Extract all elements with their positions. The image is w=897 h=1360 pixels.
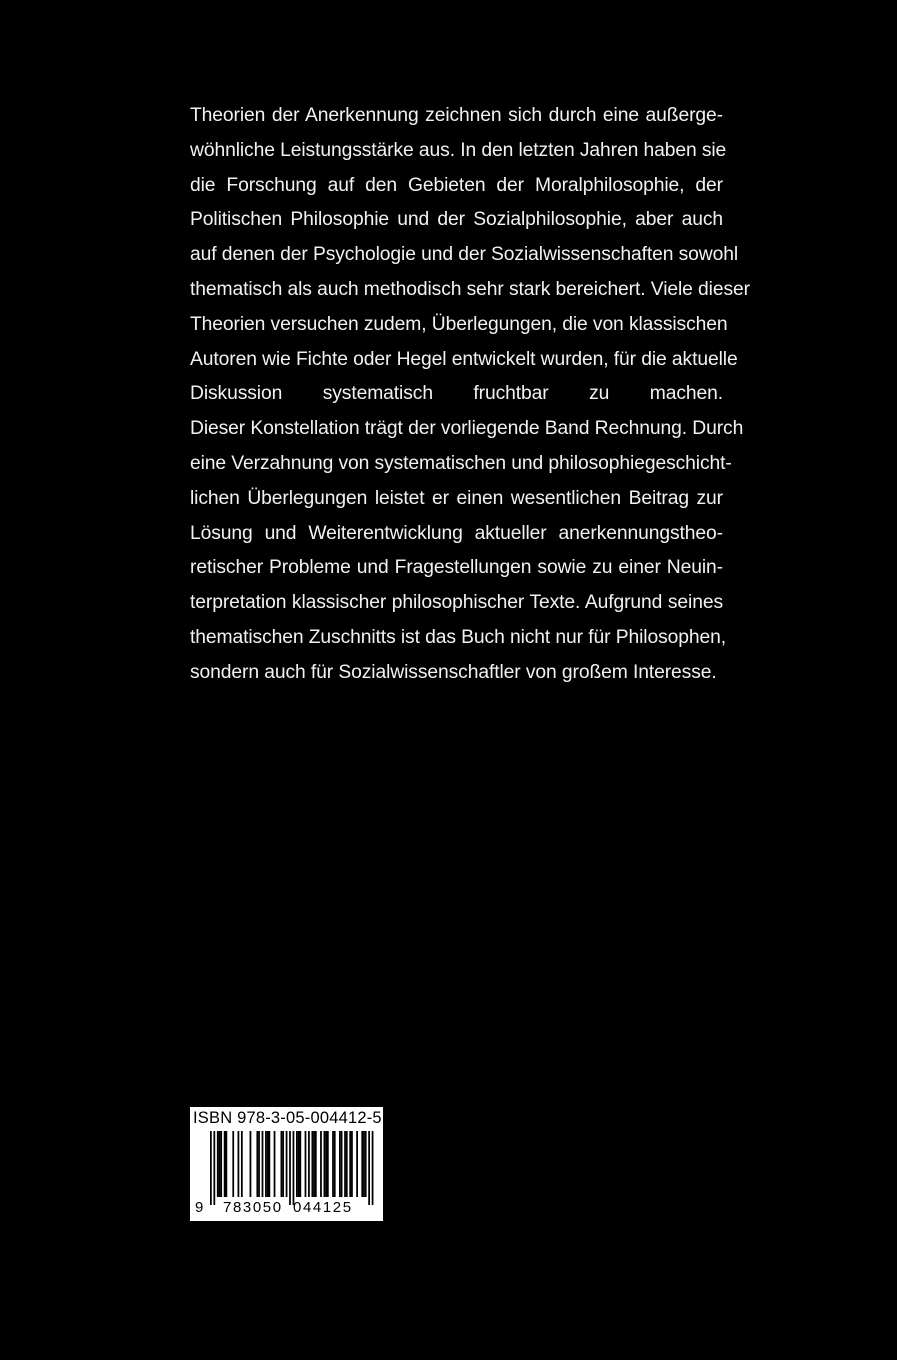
barcode-bar <box>341 1131 343 1197</box>
barcode-bar <box>224 1131 226 1197</box>
barcode-bar <box>274 1131 276 1197</box>
barcode-bar <box>372 1131 374 1205</box>
barcode-bar <box>232 1131 234 1197</box>
blurb-line: Diskussion systematisch fruchtbar zu machen. <box>190 383 723 405</box>
barcode-bar <box>320 1131 322 1197</box>
blurb-line: die Forschung auf den Gebieten der Moralphilosophie, der <box>190 174 723 196</box>
barcode-digit-first: 9 <box>195 1199 205 1216</box>
barcode-bar <box>334 1131 336 1197</box>
barcode-bar <box>339 1131 341 1197</box>
barcode-bar <box>365 1131 367 1197</box>
barcode-bar <box>210 1131 212 1205</box>
blurb-line: retischer Probleme und Fragestellungen sowie zu einer Neuin- <box>190 557 723 579</box>
barcode-bar <box>213 1131 215 1205</box>
blurb-line: lichen Überlegungen leistet er einen wesentlichen Beitrag zur <box>190 487 723 509</box>
blurb-line: Politischen Philosophie und der Sozialphilosophie, aber auch <box>190 209 723 231</box>
barcode-bar <box>311 1131 313 1197</box>
barcode-bar <box>241 1131 243 1197</box>
isbn-barcode <box>190 1107 383 1221</box>
blurb-line: wöhnliche Leistungsstärke aus. In den letzten Jahren haben sie <box>190 139 727 161</box>
blurb-line: sondern auch für Sozialwissenschaftler von großem Interesse. <box>190 661 717 683</box>
barcode-bar <box>296 1131 298 1197</box>
barcode-bar <box>313 1131 315 1197</box>
barcode-bar <box>361 1131 363 1197</box>
blurb-line: Theorien versuchen zudem, Überlegungen, die von klassischen <box>190 313 728 335</box>
barcode-bar <box>219 1131 221 1197</box>
barcode-bar <box>298 1131 300 1197</box>
barcode-bar <box>346 1131 348 1197</box>
blurb-line: Theorien der Anerkennung zeichnen sich durch eine außerge- <box>190 105 723 126</box>
blurb-line: Autoren wie Fichte oder Hegel entwickelt wurden, für die aktuelle <box>190 348 738 370</box>
barcode-bar <box>363 1131 365 1197</box>
barcode-bar <box>268 1131 270 1197</box>
barcode-bar <box>225 1131 227 1197</box>
barcode-bar <box>220 1131 222 1197</box>
isbn-label: ISBN 978-3-05-004412-5 <box>193 1109 382 1127</box>
barcode-bar <box>305 1131 307 1197</box>
blurb-line: auf denen der Psychologie und der Sozialwissenschaften sowohl <box>190 244 739 266</box>
barcode-bar <box>332 1131 334 1197</box>
barcode-bar <box>265 1131 267 1197</box>
barcode-bar <box>286 1131 288 1197</box>
barcode-digits-left: 783050 <box>223 1199 283 1216</box>
barcode-bar <box>308 1131 310 1197</box>
barcode-digits-right: 044125 <box>293 1199 353 1216</box>
barcode-bar <box>250 1131 252 1197</box>
barcode-bar <box>349 1131 351 1197</box>
barcode-bar <box>258 1131 260 1197</box>
barcode-bar <box>238 1131 240 1197</box>
barcode-bar <box>289 1131 291 1205</box>
barcode-bar <box>267 1131 269 1197</box>
barcode-bar <box>351 1131 353 1197</box>
barcode-bar <box>282 1131 284 1197</box>
barcode-bar <box>256 1131 258 1197</box>
barcode-bars <box>190 1107 383 1221</box>
barcode-bar <box>325 1131 327 1197</box>
barcode-bar <box>281 1131 283 1197</box>
blurb-line: Lösung und Weiterentwicklung aktueller anerkennungstheo- <box>190 522 723 544</box>
barcode-bar <box>217 1131 219 1197</box>
barcode-bar <box>315 1131 317 1197</box>
barcode-bar <box>356 1131 358 1197</box>
blurb-line: thematisch als auch methodisch sehr stark bereichert. Viele dieser <box>190 278 750 300</box>
blurb-line: eine Verzahnung von systematischen und philosophiegeschicht- <box>190 452 732 474</box>
blurb-line: thematischen Zuschnitts ist das Buch nicht nur für Philosophen, <box>190 626 727 648</box>
barcode-bar <box>368 1131 370 1205</box>
barcode-bar <box>293 1131 295 1205</box>
blurb-line: Dieser Konstellation trägt der vorliegende Band Rechnung. Durch <box>190 418 744 440</box>
barcode-bar <box>344 1131 346 1197</box>
barcode-bar <box>262 1131 264 1197</box>
blurb-line: terpretation klassischer philosophischer Texte. Aufgrund seines <box>190 592 723 614</box>
barcode-bar <box>324 1131 326 1197</box>
barcode-bar <box>327 1131 329 1197</box>
barcode-bar <box>299 1131 301 1197</box>
back-cover-blurb <box>190 99 750 691</box>
